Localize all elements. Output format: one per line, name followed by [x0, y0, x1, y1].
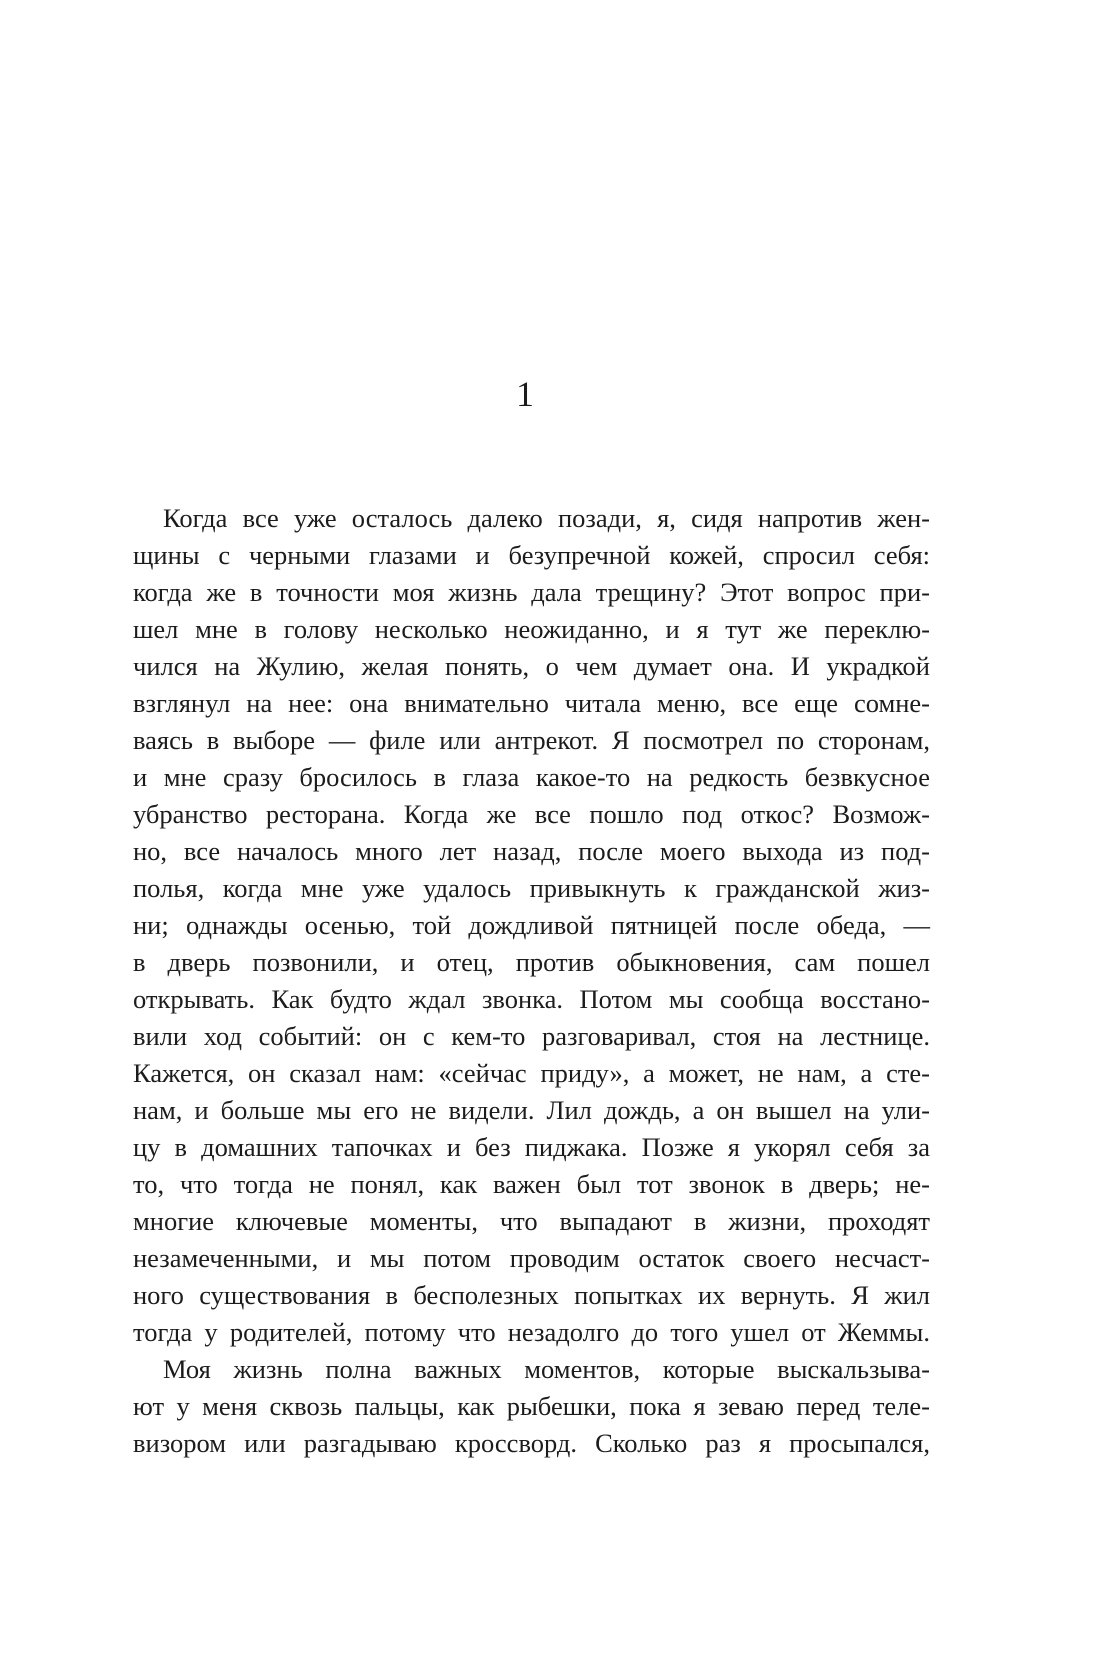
text-line: Когда все уже осталось далеко позади, я, сидя напротив жен- — [163, 503, 930, 533]
text-line: но, все началось много лет назад, после моего выхода из под- — [133, 836, 930, 866]
text-line: когда же в точности моя жизнь дала трещину? Этот вопрос при- — [133, 577, 930, 607]
text-line: тогда у родителей, потому что незадолго до того ушел от Жеммы. — [133, 1317, 930, 1347]
chapter-number: 1 — [516, 374, 534, 414]
text-line: то, что тогда не понял, как важен был тот звонок в дверь; не- — [133, 1169, 930, 1199]
text-line: ваясь в выборе — филе или антрекот. Я посмотрел по сторонам, — [133, 725, 930, 755]
text-line: вили ход событий: он с кем-то разговаривал, стоя на лестнице. — [133, 1021, 930, 1051]
text-line: многие ключевые моменты, что выпадают в жизни, проходят — [133, 1206, 930, 1236]
text-line: Кажется, он сказал нам: «сейчас приду», а может, не нам, а сте- — [133, 1058, 930, 1088]
text-line: ного существования в бесполезных попытках их вернуть. Я жил — [133, 1280, 930, 1310]
text-line: Моя жизнь полна важных моментов, которые выскальзыва- — [163, 1354, 930, 1384]
text-line: цу в домашних тапочках и без пиджака. Позже я укорял себя за — [133, 1132, 930, 1162]
text-line: убранство ресторана. Когда же все пошло под откос? Возмож- — [133, 799, 930, 829]
text-line: взглянул на нее: она внимательно читала меню, все еще сомне- — [133, 688, 930, 718]
text-line: незамеченными, и мы потом проводим остаток своего несчаст- — [133, 1243, 930, 1273]
text-line: шел мне в голову несколько неожиданно, и я тут же переклю- — [133, 614, 930, 644]
text-line: чился на Жулию, желая понять, о чем думает она. И украдкой — [133, 651, 930, 681]
text-line: щины с черными глазами и безупречной кожей, спросил себя: — [133, 540, 930, 570]
text-line: открывать. Как будто ждал звонка. Потом мы сообща восстано- — [133, 984, 930, 1014]
text-line: ют у меня сквозь пальцы, как рыбешки, пока я зеваю перед теле- — [133, 1391, 930, 1421]
text-line: в дверь позвонили, и отец, против обыкновения, сам пошел — [133, 947, 930, 977]
text-line: ни; однажды осенью, той дождливой пятницей после обеда, — — [133, 910, 930, 940]
text-line: полья, когда мне уже удалось привыкнуть к гражданской жиз- — [133, 873, 930, 903]
body-text — [133, 500, 930, 1462]
text-line: визором или разгадываю кроссворд. Сколько раз я просыпался, — [133, 1428, 930, 1458]
text-line: нам, и больше мы его не видели. Лил дождь, а он вышел на ули- — [133, 1095, 930, 1125]
text-line: и мне сразу бросилось в глаза какое-то на редкость безвкусное — [133, 762, 930, 792]
